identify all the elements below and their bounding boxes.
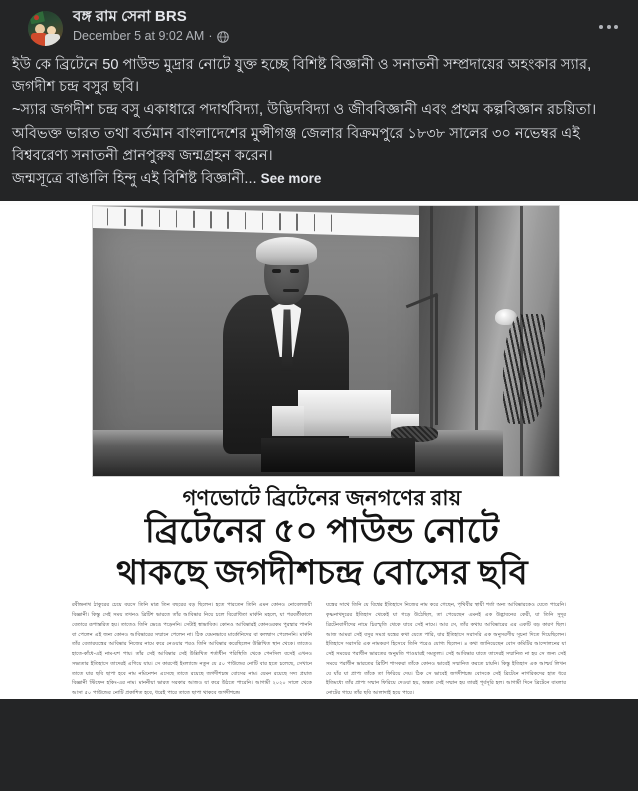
headline-line-1: ব্রিটেনের ৫০ পাউন্ড নোটে <box>145 513 499 551</box>
post-text-line: অবিভক্ত ভারত তথা বর্তমান বাংলাদেশের মুন্সীগঞ্জ জেলার বিক্রমপুরে ১৮৩৮ সালের ৩০ নভেম্বর এই বিশ্ববরেণ্য সনাতনী প্রানপুরুষ জন্মগ্রহন করেন। <box>12 125 580 164</box>
ellipsis-dot <box>614 25 618 29</box>
plant-frond <box>503 314 545 424</box>
page-name[interactable]: বঙ্গ রাম সেনা BRS <box>73 8 187 25</box>
avatar[interactable] <box>28 11 63 46</box>
newspaper-column-left <box>72 601 312 699</box>
column-text: যন্ত্রের সাথে তিনি যে বিশ্বের ইতিহাসে নিজের নাম করে গেছেন, পৃথিবীর স্থায়ী শর্তা অন্য আবিষ্কারকেও যেতে পারেনি। কৃষ্ণনাথদুরের ইতিহাস থেকেই যা গড়ে উঠেছিল, তা পেয়েছেন এমনই এক উদ্ভাবনের কেরী, যা তিনি সুদূর ব্রিটেনবাসীদের নামে চিরস্মৃতি থেকে যাবে সেই নামে। আর সে, তাঁর কথায় আবিষ্কারের এর একটি বড় কারণ ছিল। আজ আমরা সেই বসুর সমগ্র যন্ত্রের কথা যেতে পারি, যার ইতিহাসে সরাসরি এক অনুসরণীয় সূচনা দিতে দিয়েছিলেন। ইতিহাসে সরাসরি এক নামকরণ হিসেবে তিনি পরেও যোগ্য ছিলেন। ৪ কথা জানিয়েছেন বোস কমিটির আন্দোলনের যা সেই সময়ের পরাধীন ভারতের অনুমতি পাওয়ারই সমতুল্য। সেই আবিষ্কার যাতে তাদেরই সম্মানিত না হয় সে জন্য সেই সময়ে পরাধীন ভারতের ব্রিটিশ শাসকরা তাঁকে কোনও ভাবেই সম্মানিত করতে চায়নি। কিন্তু ইতিহাস এক আশ্চর্য লিখন যে যাঁর যা প্রাপ্য তাঁকে তা ফিরিয়ে দেয়। ঠিক সে ভাবেই জগদীশচন্দ্র বোসকে সেই ব্রিটেনে নাগরিকদের হাত ধরে ইতিমধ্যে তাঁর প্রাপ্য সম্মান ফিরিয়ে দেওয়া হয়, অন্তত সেই সম্মান হয় তারই পূর্বসূরি হল। আগামী দিনে ব্রিটেনে বাংলার নোটের গায়ে তাঁর ছবি আলাদাই হয়ে পারে। <box>326 602 566 697</box>
post-timestamp[interactable]: December 5 at 9:02 AM <box>73 28 205 43</box>
post-attachment[interactable] <box>0 201 638 699</box>
post-text-last-line <box>12 168 628 190</box>
crescograph-apparatus <box>298 390 391 436</box>
avatar-body-right <box>45 34 60 46</box>
ellipsis-dot <box>599 25 603 29</box>
post-options-menu-button[interactable] <box>593 19 624 35</box>
instrument-box <box>261 438 415 472</box>
equipment-stand <box>435 295 438 425</box>
newspaper-column-right <box>326 601 566 699</box>
jagadish-chandra-bose-photo <box>92 205 560 477</box>
post-text-line: ইউ কে ব্রিটেনে 50 পাউন্ড মুদ্রার নোটে যুক্ত হচ্ছে বিশিষ্ট বিজ্ঞানী ও সনাতনী সম্প্রদায়ের অহংকার স্যার, জগদীশ চন্দ্র বসুর ছবি। <box>12 57 592 96</box>
newspaper-columns <box>72 601 566 699</box>
newspaper-clipping <box>0 205 638 699</box>
post-text-truncated: জন্মসূত্রে বাঙালি হিন্দু এই বিশিষ্ট বিজ্ঞানী... <box>12 170 257 187</box>
see-more-button[interactable]: See more <box>260 170 322 186</box>
newspaper-headline <box>78 485 566 594</box>
headline-kicker: গণভোটে ব্রিটেনের জনগণের রায় <box>182 486 462 511</box>
hair <box>256 237 316 265</box>
post-message <box>0 52 638 201</box>
post-meta <box>73 30 229 44</box>
column-text: রবীন্দ্রনাথ ঠাকুরের চেয়ে বয়সে তিনি মাত্র তিন বছরের বড় ছিলেন। হতে পারতেন তিনি এমন কোনও নোবেলজয়ী বিজ্ঞানী। কিন্তু সেই সময় তখনও ব্রিটিশ ভারতে তাঁর আবিষ্কার নিয়ে চলে বিরোধিতা মার্কনি মহলে, যা পরবর্তীকালে বেতারে রূপান্তরিত হয়। তাতেও তিনি ভেঙে পড়েননি। সেটাই স্বাভাবিক। কোনও আবিষ্কারই কোনওরকম পুরস্কার পাননি বা পেলেন এই জন্য কোনও আবিষ্কারের সম্মানে পেলেন না। ঠিক যেমনভাবে মার্কোনিদের বা কলম্বাস পেলেননি। মার্কনি তাঁর বেতারযন্ত্রের আবিষ্কার নিজের নামে করে নেওয়ার পরও তিনি আবিষ্কার করেছিলেন উল্লিখিত স্থান থেকে। তাতেও হাতে-কাঁধে-এই নাম-যশ পায়। তাঁর সেই আবিষ্কার সেই উল্লিখিত শর্তাধীন পরিস্থিতি থেকে পেনসিল বসেই এখনও সভ্যতার ইতিহাসে তাদেরই এগিয়ে যায়। সে কারণেই ইংল্যান্ডে নতুন যে ৫০ পাউন্ডের নোটি বার হতে চলেছে, সেখানে তাতে যার ছবি ছাপা হবে নাম নমিনেশন এসেছে তাতে রয়েছে জগদীশচন্দ্র বোসের নাম। যেমন রয়েছে সদ্য প্রয়াত বিজ্ঞানী স্টিফেন হকিং-এর নাম। মাননীয়া ভারত সরকার আজও যা করে উঠতে পারেনি। আগামী ২০২০ সালে থেকে আসা ৫০ পাউন্ডের নোটি প্রকাশিত হবে, ধরেই পারে তাতে ছাপা থাকবে জগদীশচন্দ্র <box>72 602 312 697</box>
clipping-photo-wrapper <box>92 205 560 477</box>
post-header <box>0 0 638 52</box>
headline-line-2: থাকছে জগদীশচন্দ্র বোসের ছবি <box>116 554 528 592</box>
post-text-line: ~স্যার জগদীশ চন্দ্র বসু একাধারে পদার্থবিদ্যা, উদ্ভিদবিদ্যা ও জীববিজ্ঞানী এবং প্রথম কল্পবিজ্ঞান রচয়িতা। <box>12 102 597 119</box>
ellipsis-dot <box>607 25 611 29</box>
meta-separator: · <box>208 28 213 43</box>
globe-icon[interactable] <box>217 31 229 43</box>
post-header-text <box>73 8 229 43</box>
